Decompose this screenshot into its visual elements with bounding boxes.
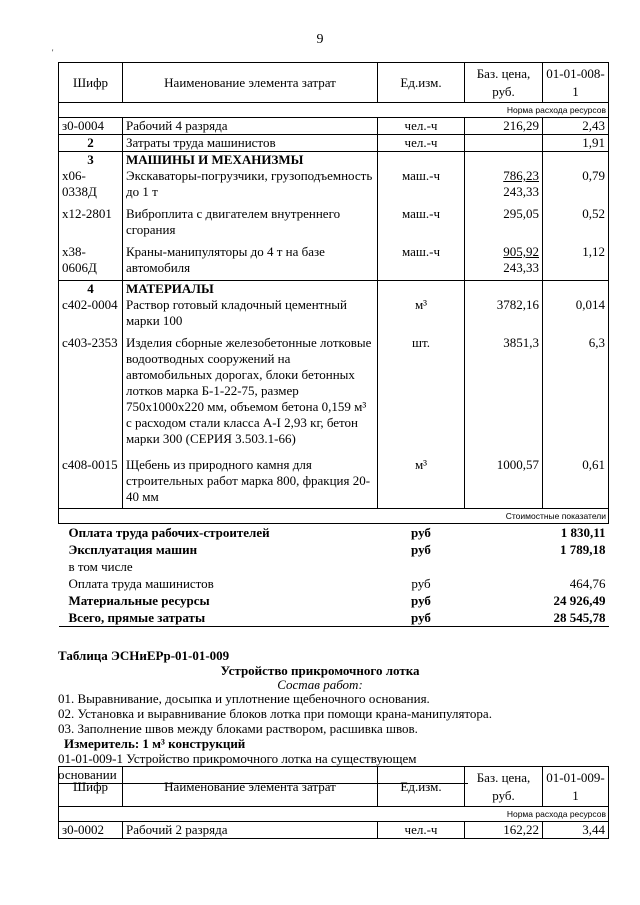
row-norm: 1,12 [543, 244, 609, 280]
row-price: 216,29 [465, 118, 543, 135]
summary-unit: руб [411, 542, 431, 557]
norm-note: Норма расхода ресурсов [59, 807, 609, 822]
row-unit: м³ [378, 297, 465, 335]
row-code: х38-0606Д [59, 244, 123, 280]
table2-step: 03. Заполнение швов между блоками раствором, расшивка швов. [58, 721, 418, 736]
row-price: 3851,3 [465, 335, 543, 457]
row-price: 3782,16 [465, 297, 543, 335]
cost-note: Стоимостные показатели [59, 509, 609, 524]
row-name: Краны-манипуляторы до 4 т на базе автомобиля [123, 244, 378, 280]
table2-step: 02. Установка и выравнивание блоков лотка при помощи крана-манипулятора. [58, 706, 492, 721]
summary-unit: руб [411, 525, 431, 540]
table-row [59, 244, 609, 280]
row-name: Рабочий 2 разряда [123, 822, 378, 839]
table-row [59, 457, 609, 509]
header-norm: 01-01-008-1 [543, 63, 609, 103]
row-price [465, 135, 543, 152]
header-code: Шифр [59, 767, 123, 807]
row-code: 2 [59, 135, 123, 152]
row-name: Затраты труда машинистов [123, 135, 378, 152]
row-name: Раствор готовый кладочный цементный марки 100 [123, 297, 378, 335]
header-name: Наименование элемента затрат [123, 63, 378, 103]
summary-row [59, 575, 609, 592]
section-name: МАТЕРИАЛЫ [123, 280, 378, 297]
section-name: МАШИНЫ И МЕХАНИЗМЫ [123, 152, 378, 169]
row-name: Щебень из природного камня для строительных работ марка 800, фракция 20-40 мм [123, 457, 378, 509]
header-price: Баз. цена, руб. [465, 767, 543, 807]
row-name: Виброплита с двигателем внутреннего сгорания [123, 206, 378, 244]
row-norm: 2,43 [543, 118, 609, 135]
row-code: с402-0004 [59, 297, 123, 335]
row-norm: 0,52 [543, 206, 609, 244]
summary-name: Оплата труда рабочих-строителей [68, 525, 270, 540]
row-price: 1000,57 [465, 457, 543, 509]
row-norm: 0,79 [543, 168, 609, 206]
row-code: х12-2801 [59, 206, 123, 244]
summary-unit: руб [411, 593, 431, 608]
row-name: Изделия сборные железобетонные лотковые водоотводных сооружений на автомобильных дорогах, блоки бетонных лотков марка Б-1-22-75, размер 750х1000х220 мм, объемом бетона 0,159 м³ с расходом стали класса А-I 2,93 кг, бетон марки 300 (СЕРИЯ 3.503.1-66) [123, 335, 378, 457]
row-price: 786,23 [503, 168, 539, 183]
header-unit: Ед.изм. [378, 63, 465, 103]
row-name: Экскаваторы-погрузчики, грузоподъемность до 1 т [123, 168, 378, 206]
row-price: 905,92 [503, 244, 539, 259]
summary-row [59, 558, 609, 575]
row-unit: маш.-ч [378, 244, 465, 280]
summary-row [59, 609, 609, 627]
table-row [59, 168, 609, 206]
header-unit: Ед.изм. [378, 767, 465, 807]
row-unit: чел.-ч [378, 822, 465, 839]
header-norm: 01-01-009-1 [543, 767, 609, 807]
summary-unit: руб [411, 610, 431, 625]
row-code: з0-0004 [59, 118, 123, 135]
row-unit: чел.-ч [378, 118, 465, 135]
row-norm: 0,61 [543, 457, 609, 509]
section-code: 4 [59, 280, 123, 297]
summary-value: 464,76 [569, 576, 606, 591]
table-row [59, 118, 609, 135]
row-code: х06-0338Д [59, 168, 123, 206]
table2-heading: Устройство прикромочного лотка [220, 663, 420, 678]
section-code: 3 [59, 152, 123, 169]
summary-value: 28 545,78 [553, 610, 606, 625]
row-norm: 6,3 [543, 335, 609, 457]
header-name: Наименование элемента затрат [123, 767, 378, 807]
table-row [59, 297, 609, 335]
header-code: Шифр [59, 63, 123, 103]
row-name: Рабочий 4 разряда [123, 118, 378, 135]
summary-name: Эксплуатация машин [68, 542, 198, 557]
summary-row [59, 524, 609, 542]
table2-subheading: Состав работ: [277, 677, 363, 692]
table2-step: 01. Выравнивание, досыпка и уплотнение щебеночного основания. [58, 691, 430, 706]
summary-unit: руб [411, 576, 431, 591]
table2-variant: 01-01-009-1 Устройство прикромочного лотка на существующем основании [58, 751, 468, 784]
header-price: Баз. цена, руб. [465, 63, 543, 103]
row-norm: 0,014 [543, 297, 609, 335]
row-price: 295,05 [465, 206, 543, 244]
norm-note: Норма расхода ресурсов [59, 103, 609, 118]
resource-table [58, 62, 609, 627]
row-price: 162,22 [465, 822, 543, 839]
summary-name: в том числе [68, 559, 133, 574]
summary-row [59, 592, 609, 609]
resource-table-2 [58, 766, 609, 839]
page-number: 9 [316, 32, 324, 47]
summary-value: 24 926,49 [553, 593, 606, 608]
summary-value: 1 789,18 [560, 542, 606, 557]
row-price-secondary: 243,33 [503, 184, 539, 199]
row-code: с408-0015 [59, 457, 123, 509]
table-row [59, 822, 609, 839]
row-code: з0-0002 [59, 822, 123, 839]
summary-row [59, 541, 609, 558]
summary-name: Всего, прямые затраты [68, 610, 206, 625]
row-norm: 3,44 [543, 822, 609, 839]
row-code: с403-2353 [59, 335, 123, 457]
row-price-secondary: 243,33 [503, 260, 539, 275]
row-norm: 1,91 [543, 135, 609, 152]
table-row [59, 206, 609, 244]
row-unit: м³ [378, 457, 465, 509]
table-row [59, 135, 609, 152]
row-unit: шт. [378, 335, 465, 457]
summary-name: Оплата труда машинистов [68, 576, 214, 591]
row-unit: маш.-ч [378, 168, 465, 206]
row-unit: маш.-ч [378, 206, 465, 244]
section-row [59, 152, 609, 169]
summary-name: Материальные ресурсы [68, 593, 210, 608]
table2-title: Таблица ЭСНиЕРр-01-01-009 [58, 648, 230, 663]
section-row [59, 280, 609, 297]
stray-mark: ' [52, 48, 54, 57]
summary-value: 1 830,11 [560, 525, 606, 540]
row-unit: чел.-ч [378, 135, 465, 152]
table-row [59, 335, 609, 457]
table2-meter: Измеритель: 1 м³ конструкций [64, 736, 246, 751]
